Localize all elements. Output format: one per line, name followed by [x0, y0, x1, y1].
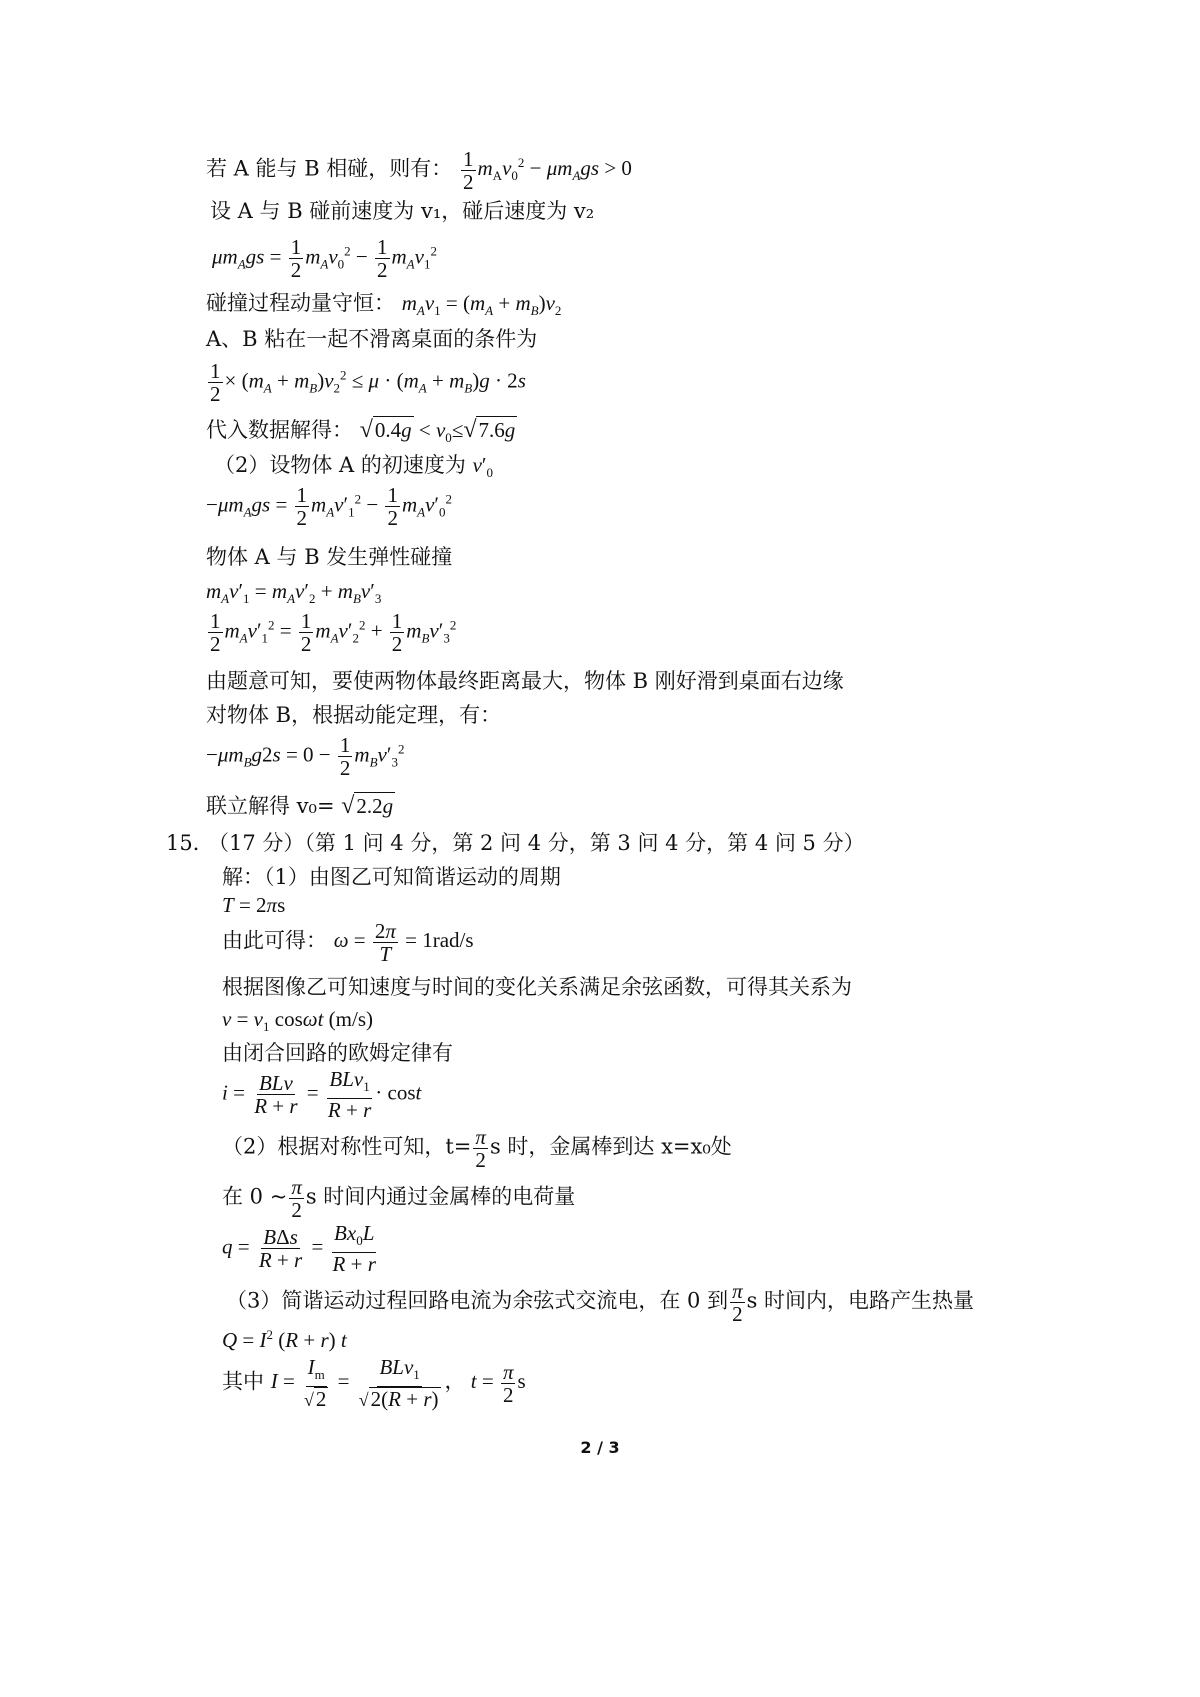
equation: $√0.4g < v_0\le√7.6g$ [359, 417, 516, 446]
equation: $m_Av_1 = (m_A + m_B)v_2$ [401, 291, 562, 319]
line-effective-current: 其中 I = $\frac{I_m}{√2}$ = $\frac{BLv_1}{√2(R + r)}$ ， t = $\frac{\pi}{2}$ s [222, 1355, 526, 1412]
equation-momentum-2: $m_Av'_1 = m_Av'_2 + m_Bv'_3$ [206, 579, 382, 607]
text: 若 A 能与 B 相碰，则有： [206, 156, 453, 181]
equation-energy-1: $\mu m_Ags$ = $\frac{1}{2}$ $m_Av_0^2$ − $\frac{1}{2}$ $m_Av_1^2$ [212, 235, 437, 282]
line-collision-condition [206, 148, 632, 193]
line-max-distance [206, 668, 844, 694]
equation-heat: $Q = I^2$ (R + r) t [222, 1327, 347, 1352]
equation-stick: $\frac{1}{2}$ × $(m_A + m_B)v_2^2 \le \mu \cdot (m_A + m_B)g \cdot 2s$ [210, 359, 526, 406]
line-stick-condition [206, 326, 537, 352]
line-part2-symmetry: （2）根据对称性可知，t= $\frac{\pi}{2}$ s 时，金属棒到达 x=x₀处 [222, 1125, 732, 1172]
page-number: 2 / 3 [580, 1438, 620, 1457]
text: 由题意可知，要使两物体最终距离最大，物体 B 刚好滑到桌面右边缘 [206, 669, 844, 693]
line-cosine-relation: 根据图像乙可知速度与时间的变化关系满足余弦函数，可得其关系为 [222, 975, 852, 999]
line-kinetic-theorem [206, 702, 501, 728]
line-final-v0: 联立解得 v₀= √2.2g [206, 793, 394, 819]
line-elastic [206, 544, 452, 570]
equation-period: T = 2πs [222, 893, 286, 917]
text: 对物体 B，根据动能定理，有： [206, 703, 502, 727]
equation-energy-2: $-\mu m_Ags$ = $\frac{1}{2}$ $m_Av'_1^2$ − $\frac{1}{2}$ $m_Av'_0^2$ [206, 483, 452, 530]
line-part3-heat: （3）简谐运动过程回路电流为余弦式交流电，在 0 到 $\frac{\pi}{2}$ s 时间内，电路产生热量 [226, 1279, 975, 1326]
line-velocity-def [210, 198, 594, 224]
line-charge-intro: 在 0 ~ $\frac{\pi}{2}$ s 时间内通过金属棒的电荷量 [222, 1175, 576, 1222]
equation-kinetic: $-\mu m_Bg2s = 0$ − $\frac{1}{2}$ $m_Bv'_3^2$ [206, 733, 405, 780]
text: 设 A 与 B 碰前速度为 v₁，碰后速度为 v₂ [210, 199, 595, 223]
line-ohm: 由闭合回路的欧姆定律有 [222, 1041, 453, 1065]
equation: $\frac{1}{2}$ $m_Av_0^2 - \mu m_Ags > 0$ [463, 147, 632, 194]
line-period-intro: 解：（1）由图乙可知简谐运动的周期 [222, 865, 561, 889]
equation-charge: q = $\frac{\text{BΔs}}{R + r}$ = $\frac{Bx_0L}{R + r}$ [222, 1221, 376, 1277]
text: （2）设物体 A 的初速度为 [214, 453, 466, 477]
equation-velocity: $v = v_1$ cosωt (m/s) [222, 1007, 373, 1035]
text: 物体 A 与 B 发生弹性碰撞 [206, 545, 453, 569]
equation-energy-3: $\frac{1}{2}$ $m_Av'_1^2$ = $\frac{1}{2}$ $m_Av'_2^2$ + $\frac{1}{2}$ $m_Bv'_3^2$ [210, 609, 457, 656]
text: 代入数据解得： [206, 418, 353, 442]
text: 联立解得 v₀= [206, 794, 335, 818]
question-15-header: （17 分）（第 1 问 4 分，第 2 问 4 分，第 3 问 4 分，第 4 问 5 分） [208, 831, 865, 855]
equation-current: i = $\frac{\text{BLv}}{R + r}$ = $\frac{BLv_1}{R + r}$ · cost [222, 1067, 422, 1123]
text: A、B 粘在一起不滑离桌面的条件为 [206, 327, 538, 351]
line-result-range [206, 416, 517, 451]
line-omega: 由此可得： ω = $\frac{2\pi}{T}$ = 1rad/s [222, 919, 474, 966]
line-part2-intro: （2）设物体 A 的初速度为 $v'_0$ [214, 453, 493, 481]
question-15-number: 15． [166, 831, 214, 855]
text: 碰撞过程动量守恒： [206, 291, 395, 315]
line-momentum [206, 290, 561, 324]
